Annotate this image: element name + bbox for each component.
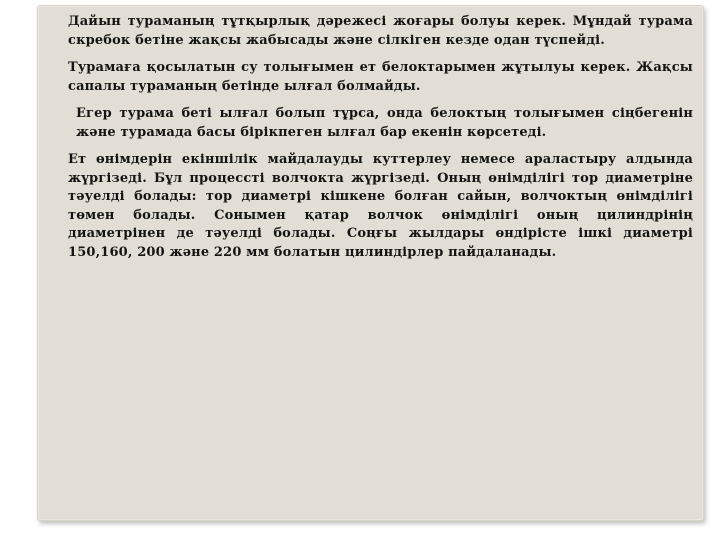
paragraph-4 [48,151,693,262]
text-body [48,13,693,271]
paragraph-2-text: Турамаға қосылатын су толығымен ет белоктарымен жұтылуы керек. Жақсы сапалы тураманың бетінде ылғал болмайды. [68,60,693,94]
paragraph-3 [56,105,693,142]
paragraph-1-text: Дайын тураманың тұтқырлық дәрежесі жоғары болуы керек. Мұндай турама скребок бетіне жақсы жабысады және сілкіген кезде одан түспейді. [68,14,693,48]
paragraph-4-text: Ет өнімдерін екіншілік майдалауды куттерлеу немесе араластыру алдында жүргізеді. Бұл процессті волчокта жүргізеді. Оның өнімділігі тор диаметріне тәуелді болады: тор диаметрі кішкене болған сайын, волчоктың өнімділігі төмен болады. Сонымен қатар волчок өнімділігі оның цилиндрінің диаметрінен де тәуелді болады. Соңғы жылдары өндірісте ішкі диаметрі 150,160, 200 және 220 мм болатын цилиндірлер пайдаланады. [68,152,693,260]
paragraph-3-text: Егер турама беті ылғал болып тұрса, онда белоктың толығымен сіңбегенін және турамада басы бірікпеген ылғал бар екенін көрсетеді. [76,106,693,140]
paragraph-2 [48,59,693,96]
paragraph-1 [48,13,693,50]
